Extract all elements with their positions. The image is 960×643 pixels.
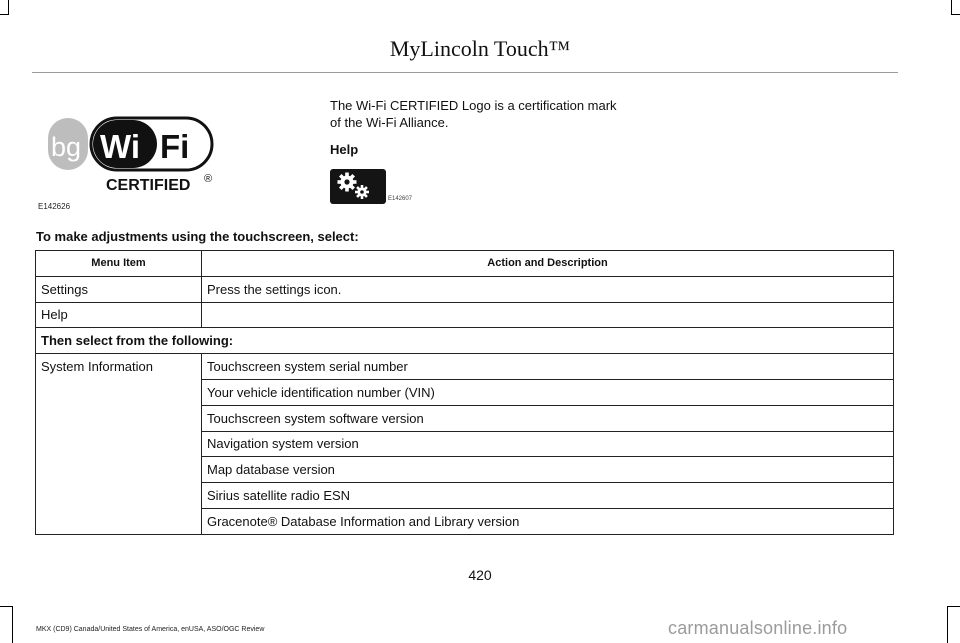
action-cell	[202, 302, 894, 328]
crop-mark-bottom-right-v	[947, 606, 948, 643]
column-header-action: Action and Description	[202, 251, 894, 277]
wifi-certified-logo	[36, 102, 226, 214]
table-row	[36, 354, 894, 380]
action-cell: Press the settings icon.	[202, 276, 894, 302]
settings-gears-icon	[330, 169, 386, 204]
action-cell: Your vehicle identification number (VIN)	[202, 379, 894, 405]
menu-cell: Settings	[36, 276, 202, 302]
intro-text: To make adjustments using the touchscreen, select:	[36, 229, 359, 244]
menu-cell: Help	[36, 302, 202, 328]
help-heading: Help	[330, 142, 359, 157]
certification-note: The Wi-Fi CERTIFIED Logo is a certification mark of the Wi-Fi Alliance.	[330, 98, 617, 130]
page-title: MyLincoln Touch™	[389, 36, 571, 61]
action-cell: Touchscreen system software version	[202, 405, 894, 431]
settings-figure-code: E142607	[388, 196, 413, 202]
table-row	[36, 276, 894, 302]
table-header-row	[36, 251, 894, 277]
wifi-logo-wi: Wi	[100, 128, 141, 165]
document-footer: MKX (CD9) Canada/United States of America, enUSA, ASO/OGC Review	[36, 626, 265, 633]
crop-mark-top-left-h	[0, 14, 9, 15]
wifi-logo-graphic	[36, 102, 226, 214]
action-cell: Gracenote® Database Information and Library version	[202, 508, 894, 534]
wifi-logo-bg-letters: bg	[51, 132, 82, 162]
then-select-cell: Then select from the following:	[36, 328, 894, 354]
settings-menu-table	[35, 250, 894, 535]
table-row	[36, 302, 894, 328]
crop-mark-bottom-left-h	[0, 606, 13, 607]
action-cell: Touchscreen system serial number	[202, 354, 894, 380]
watermark: carmanualsonline.info	[668, 618, 848, 638]
table-row	[36, 328, 894, 354]
menu-cell-system-information: System Information	[36, 354, 202, 535]
crop-mark-top-right-h	[951, 14, 960, 15]
crop-mark-bottom-left-v	[12, 606, 13, 643]
action-cell: Map database version	[202, 457, 894, 483]
wifi-figure-code: E142626	[38, 202, 71, 211]
action-cell: Sirius satellite radio ESN	[202, 483, 894, 509]
crop-mark-top-right-v	[951, 0, 952, 14]
header-divider	[32, 72, 898, 73]
wifi-logo-registered: ®	[204, 173, 213, 185]
crop-mark-top-left-v	[8, 0, 9, 14]
wifi-logo-fi: Fi	[160, 128, 190, 165]
wifi-logo-certified: CERTIFIED	[106, 177, 191, 194]
action-cell: Navigation system version	[202, 431, 894, 457]
column-header-menu-item: Menu Item	[36, 251, 202, 277]
crop-mark-bottom-right-h	[947, 606, 960, 607]
page-number: 420	[468, 567, 492, 583]
